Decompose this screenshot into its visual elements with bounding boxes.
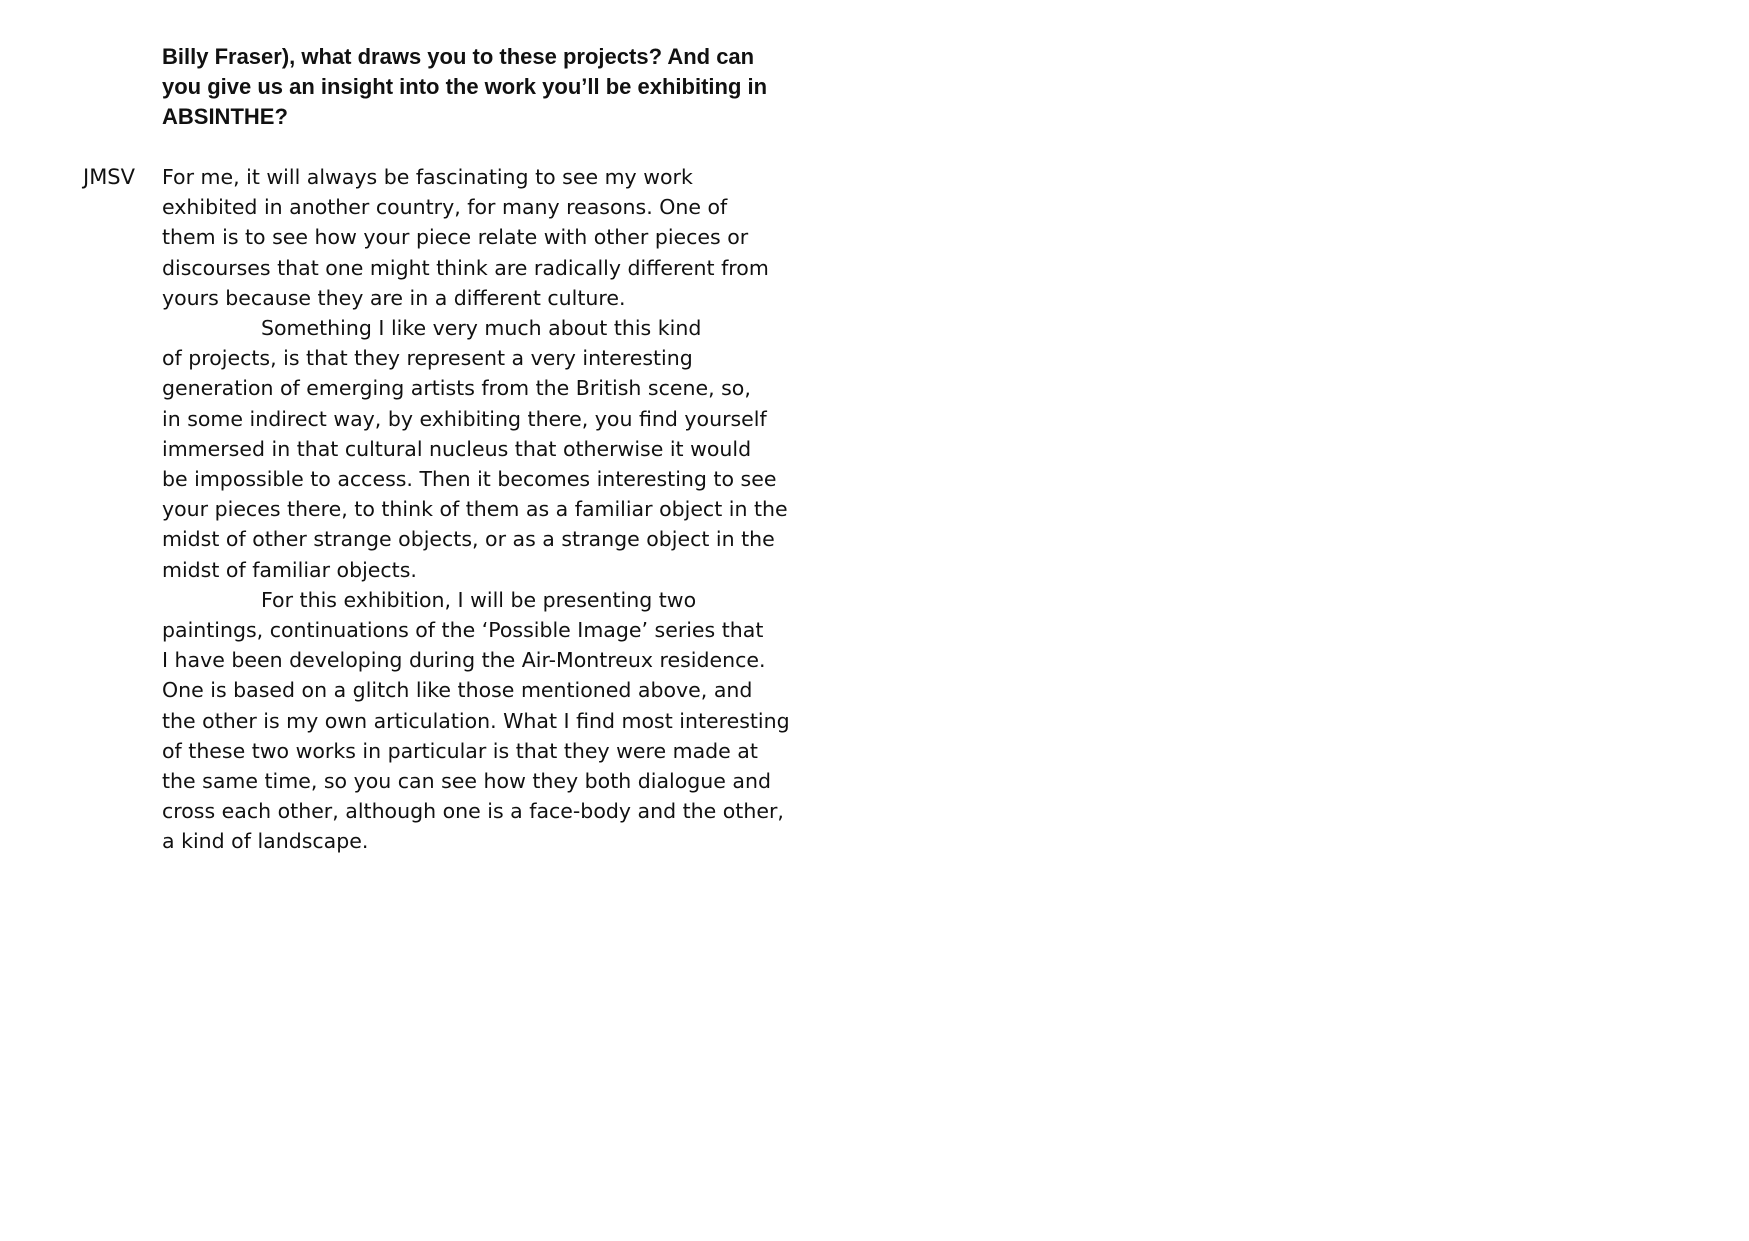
answer-line: the same time, so you can see how they both dialogue and (162, 769, 771, 794)
answer-line: yours because they are in a different culture. (162, 285, 626, 310)
answer-line: cross each other, although one is a face-body and the other, (162, 799, 784, 824)
answer-line: them is to see how your piece relate with other pieces or (162, 225, 749, 250)
answer-line: immersed in that cultural nucleus that otherwise it would (162, 436, 752, 461)
answer-line: I have been developing during the Air-Montreux residence. (162, 648, 766, 673)
answer-line: Something I like very much about this kind (261, 316, 702, 341)
answer-line: a kind of landscape. (162, 829, 369, 854)
answer-line: For me, it will always be fascinating to see my work (162, 165, 693, 189)
answer-line: be impossible to access. Then it becomes interesting to see (162, 467, 777, 492)
answer-line: exhibited in another country, for many reasons. One of (162, 195, 728, 220)
answer-line: your pieces there, to think of them as a familiar object in the (162, 497, 788, 522)
answer-line: of these two works in particular is that they were made at (162, 738, 758, 763)
question-line: ABSINTHE? (162, 104, 288, 130)
answer-line: midst of familiar objects. (162, 557, 417, 582)
answer-line: the other is my own articulation. What I find most interesting (162, 708, 790, 733)
answer-line: generation of emerging artists from the British scene, so, (162, 376, 751, 401)
answer-line: of projects, is that they represent a very interesting (162, 346, 693, 371)
interview-question (162, 42, 822, 133)
answer-line: midst of other strange objects, or as a strange object in the (162, 527, 775, 552)
answer-line: One is based on a glitch like those mentioned above, and (162, 678, 753, 703)
speaker-initials: JMSV (83, 165, 136, 189)
interview-answer (162, 162, 822, 857)
question-line: Billy Fraser), what draws you to these projects? And can (162, 44, 755, 69)
answer-line: discourses that one might think are radically different from (162, 255, 769, 280)
answer-line: paintings, continuations of the ‘Possible Image’ series that (162, 618, 764, 643)
answer-line: For this exhibition, I will be presenting two (261, 587, 697, 612)
answer-line: in some indirect way, by exhibiting there, you find yourself (162, 406, 767, 431)
question-line: you give us an insight into the work you’ll be exhibiting in (162, 74, 768, 100)
